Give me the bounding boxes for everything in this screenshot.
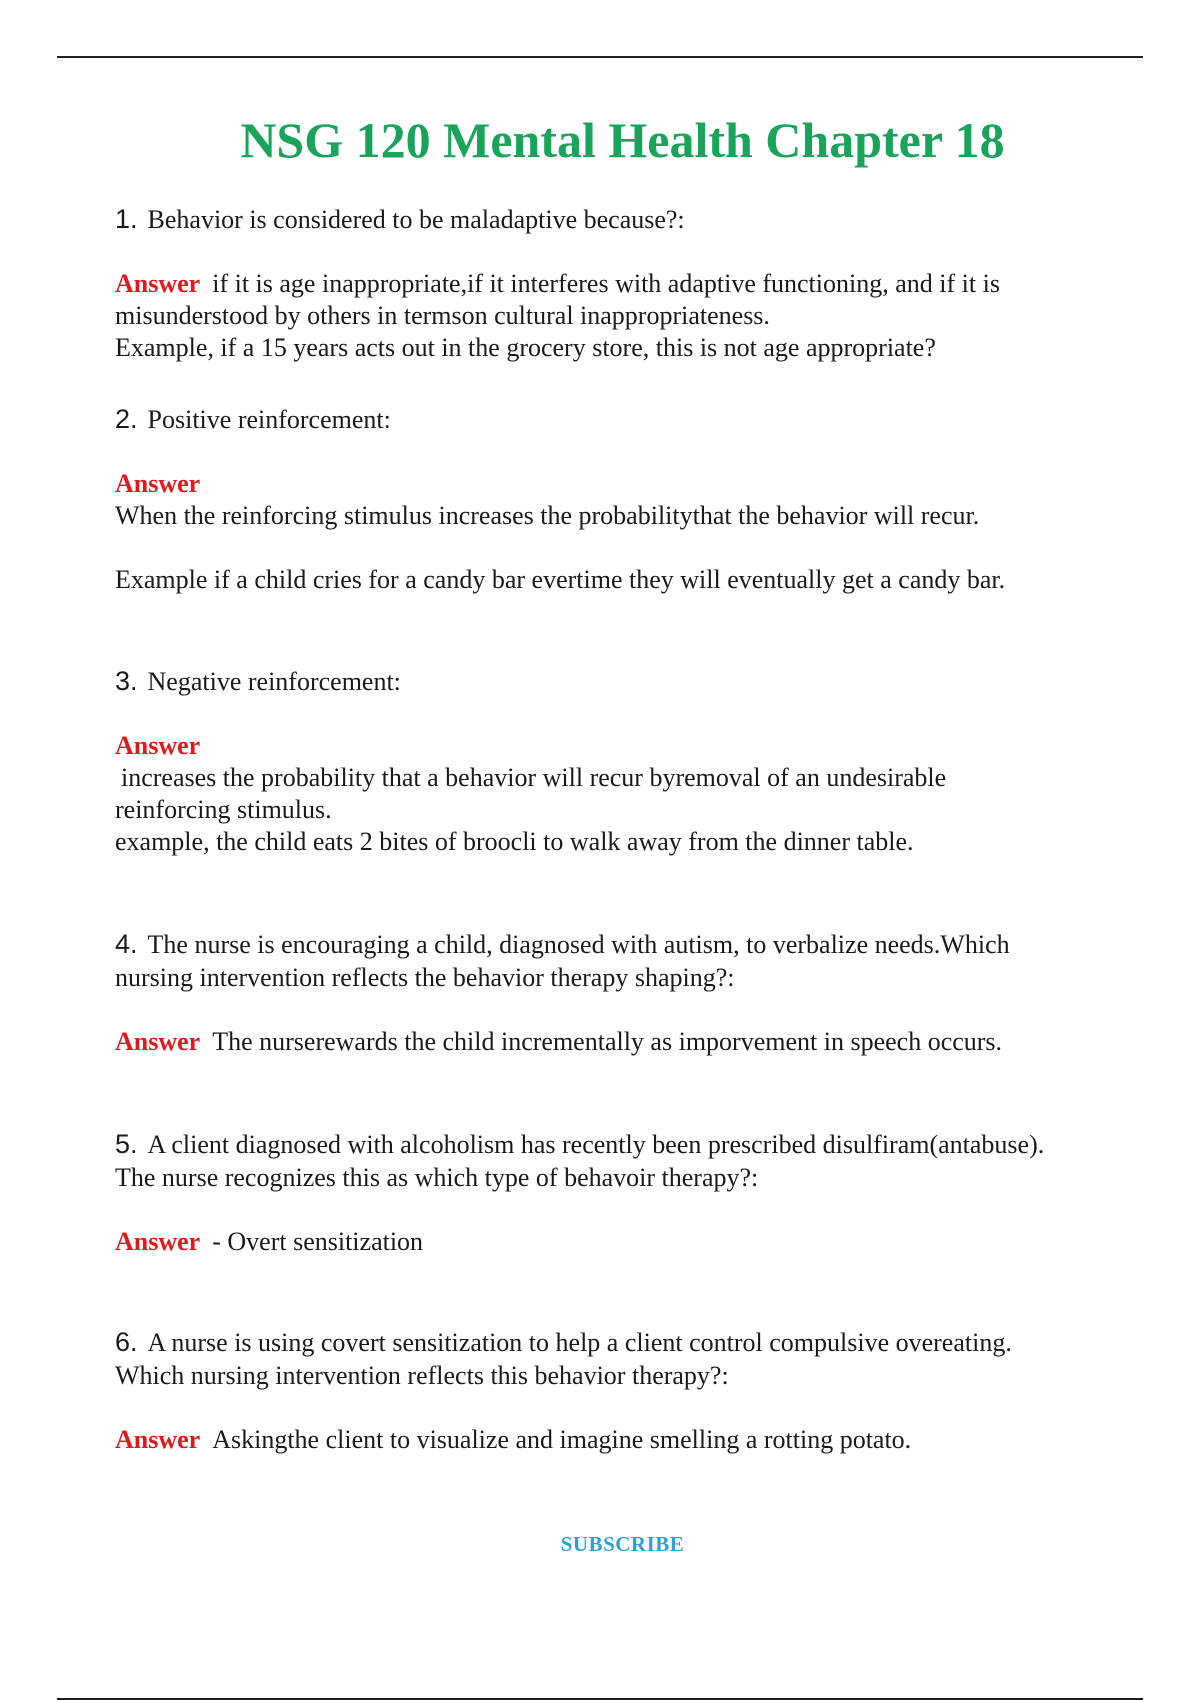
question-number: 3. [115, 666, 138, 696]
question-text: The nurse is encouraging a child, diagnosed with autism, to verbalize needs.Which [147, 930, 1010, 959]
question-text: Positive reinforcement: [147, 405, 391, 434]
question [115, 403, 1125, 436]
answer [115, 1026, 1125, 1058]
question-text: Behavior is considered to be maladaptive because?: [147, 205, 685, 234]
question-text: nursing intervention reflects the behavior therapy shaping?: [115, 963, 735, 992]
question-number: 1. [115, 204, 138, 234]
answer [115, 468, 1125, 596]
qa-item-4 [115, 928, 1125, 1058]
answer-line: When the reinforcing stimulus increases the probabilitythat the behavior will recur. [115, 501, 980, 530]
answer-line: Askingthe client to visualize and imagine smelling a rotting potato. [212, 1425, 912, 1454]
answer [115, 1226, 1125, 1258]
answer-label: Answer [115, 1027, 201, 1056]
question-text: Which nursing intervention reflects this behavior therapy?: [115, 1361, 729, 1390]
answer-line: - Overt sensitization [212, 1227, 424, 1256]
answer-line: Example, if a 15 years acts out in the grocery store, this is not age appropriate? [115, 333, 936, 362]
answer-line: The nurserewards the child incrementally as imporvement in speech occurs. [212, 1027, 1003, 1056]
answer [115, 1424, 1125, 1456]
question-text: A nurse is using covert sensitization to help a client control compulsive overeating. [147, 1328, 1012, 1357]
question-number: 2. [115, 404, 138, 434]
answer-label: Answer [115, 1227, 201, 1256]
answer-label: Answer [115, 469, 201, 498]
qa-item-6 [115, 1326, 1125, 1456]
qa-item-1 [115, 203, 1125, 364]
top-rule [57, 56, 1143, 58]
answer-line: increases the probability that a behavior will recur byremoval of an undesirable [121, 763, 947, 792]
question [115, 203, 1125, 236]
answer-label: Answer [115, 731, 201, 760]
question-text: Negative reinforcement: [147, 667, 401, 696]
qa-item-3 [115, 665, 1125, 858]
question [115, 1128, 1125, 1194]
answer-line: Example if a child cries for a candy bar evertime they will eventually get a candy bar. [115, 565, 1006, 594]
question-number: 6. [115, 1327, 138, 1357]
question-text: The nurse recognizes this as which type of behavoir therapy?: [115, 1163, 759, 1192]
page-title: NSG 120 Mental Health Chapter 18 [240, 112, 1005, 168]
answer-line: if it is age inappropriate,if it interferes with adaptive functioning, and if it is [212, 269, 1000, 298]
answer-line: example, the child eats 2 bites of broocli to walk away from the dinner table. [115, 827, 914, 856]
answer [115, 730, 1125, 858]
question-number: 5. [115, 1129, 138, 1159]
question [115, 665, 1125, 698]
question-number: 4. [115, 929, 138, 959]
subscribe-link[interactable]: SUBSCRIBE [560, 1532, 685, 1556]
question [115, 928, 1125, 994]
answer-line: misunderstood by others in termson cultural inappropriateness. [115, 301, 770, 330]
qa-item-5 [115, 1128, 1125, 1258]
answer-label: Answer [115, 1425, 201, 1454]
question-text: A client diagnosed with alcoholism has recently been prescribed disulfiram(antabuse). [147, 1130, 1045, 1159]
qa-item-2 [115, 403, 1125, 596]
answer-label: Answer [115, 269, 201, 298]
question [115, 1326, 1125, 1392]
answer [115, 268, 1125, 364]
answer-line: reinforcing stimulus. [115, 795, 332, 824]
